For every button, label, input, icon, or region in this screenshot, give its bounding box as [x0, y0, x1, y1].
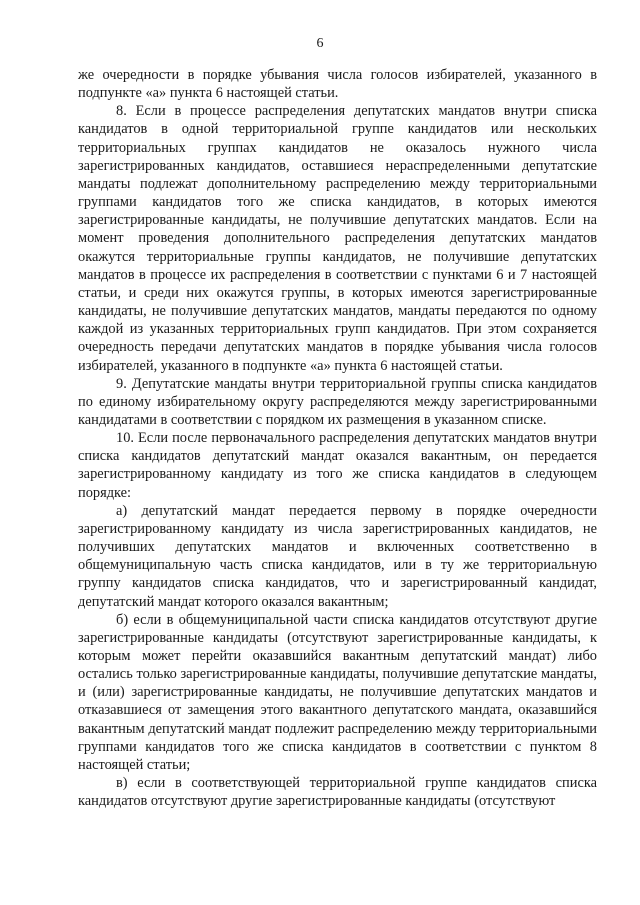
paragraph-continuation: же очередности в порядке убывания числа голосов избирателей, указанного в подпункте «а» пункта 6 настоящей статьи. [78, 67, 597, 102]
page-number: 6 [316, 36, 324, 51]
paragraph-clause-10: 10. Если после первоначального распределения депутатских мандатов внутри списка кандидатов депутатский мандат оказался вакантным, он передается зарегистрированному кандидату из того же списка кандидатов в следующем порядке: [78, 430, 597, 501]
paragraph-subclause-v: в) если в соответствующей территориальной группе кандидатов списка кандидатов отсутствуют другие зарегистрированные кандидаты (отсутствуют [78, 775, 597, 810]
paragraph-clause-8: 8. Если в процессе распределения депутатских мандатов внутри списка кандидатов в одной территориальной группе кандидатов или нескольких территориальных группах кандидатов не оказалось нужного числа зарегистрированных кандидатов, оставшиеся нераспределенными депутатские мандаты подлежат дополнительному распределению между территориальными группами кандидатов того же списка кандидатов, в которых имеются зарегистрированные кандидаты, не получившие депутатских мандатов. Если на момент проведения дополнительного распределения депутатских мандатов окажутся территориальные группы кандидатов, не получившие депутатских мандатов в процессе их распределения в соответствии с пунктами 6 и 7 настоящей статьи, и среди них окажутся группы, в которых имеются зарегистрированные кандидаты, не получившие депутатских мандатов, мандаты передаются по одному каждой из указанных территориальных групп кандидатов. При этом сохраняется очередность передачи депутатских мандатов в порядке убывания числа голосов избирателей, указанного в подпункте «а» пункта 6 настоящей статьи. [78, 103, 597, 374]
paragraph-clause-9: 9. Депутатские мандаты внутри территориальной группы списка кандидатов по единому избирательному округу распределяются между зарегистрированными кандидатами в соответствии с порядком их размещения в указанном списке. [78, 375, 597, 428]
paragraph-subclause-a: а) депутатский мандат передается первому в порядке очередности зарегистрированному кандидату из числа зарегистрированных кандидатов, не получивших депутатских мандатов и включенных соответственно в общемуниципальную часть списка кандидатов, или в ту же территориальную группу кандидатов списка кандидатов, что и зарегистрированный кандидат, депутатский мандат которого оказался вакантным; [78, 502, 597, 610]
paragraph-subclause-b: б) если в общемуниципальной части списка кандидатов отсутствуют другие зарегистрированные кандидаты (отсутствуют зарегистрированные кандидаты, к которым может перейти оказавшийся вакантным депутатский мандат) либо остались только зарегистрированные кандидаты, получившие депутатские мандаты, и (или) зарегистрированные кандидаты, не получившие депутатских мандатов и отказавшиеся от замещения этого вакантного депутатского мандата, оказавшийся вакантным депутатский мандат подлежит распределению между территориальными группами кандидатов того же списка кандидатов в соответствии с пунктом 8 настоящей статьи; [78, 611, 597, 773]
document-body [78, 66, 597, 810]
